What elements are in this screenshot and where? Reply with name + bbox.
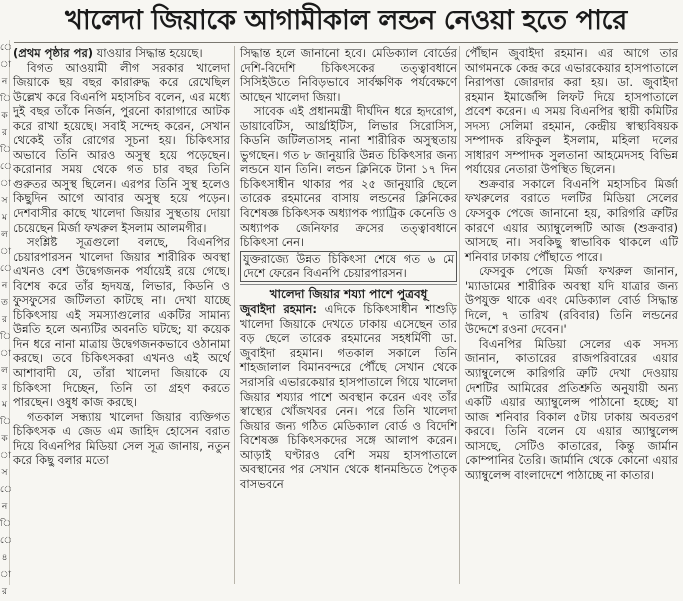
edge-strip-glyph: ৪ (1, 553, 8, 563)
article-paragraph: ফেসবুক পেজে মির্জা ফখরুল জানান, 'ম্যাডামের শারীরিক অবস্থা যদি যাত্রার জন্য উপযুক্ত থাকে এবং মেডিক্যাল বোর্ড সিদ্ধান্ত দিলে, ৭ তারিখ (রবিবার) তিনি লন্ডনের উদ্দেশে রওনা দেবেন।' (465, 264, 678, 337)
edge-strip-glyph: ে (0, 264, 13, 274)
edge-strip-glyph: ম (2, 400, 7, 410)
article-paragraph: বিগত আওয়ামী লীগ সরকার খালেদা জিয়াকে ছয় বছর কারারুদ্ধ করে রেখেছিল উল্লেখ করে বিএনপি মহাসচিব বলেন, এর মধ্যে দুই বছর তাঁকে নির্জন, পুরনো কারাগারে আটক করে রাখা হয়েছে। সবাই সন্দেহ করেন, সেখান থেকেই তাঁর রোগের সূচনা হয়। চিকিৎসার অভাবে তিনি আরও অসুস্থ হয়ে পড়েছেন। করোনার সময় থেকে গত চার বছর তিনি গুরুতর অসুস্থ ছিলেন। এরপর তিনি সুস্থ হলেও কিছুদিন আগে আবার অসুস্থ হয়ে পড়েন। দেশবাসীর কাছে খালেদা জিয়ার সুস্থতায় দোয়া চেয়েছেন মির্জা ফখরুল ইসলাম আলমগীর। (13, 60, 230, 235)
edge-strip-glyph: স (1, 196, 8, 206)
article-paragraph-text: এদিকে চিকিৎসাধীন শাশুড়ি খালেদা জিয়াকে দেখতে ঢাকায় এসেছেন তার বড় ছেলে তারেক রহমানের সহধর্মিণী ডা. জুবাইদা রহমান। গতকাল সকালে তিনি শাহজালাল বিমানবন্দরে পৌঁছে সেখান থেকে সরাসরি এভারকেয়ার হাসপাতালে গিয়ে খালেদা জিয়ার শয্যার পাশে অবস্থান করেন এবং তাঁর স্বাস্থ্যের খোঁজখবর নেন। পরে তিনি খালেদা জিয়ার জন্য গঠিত মেডিক্যাল বোর্ড ও বিদেশি বিশেষজ্ঞ চিকিৎসকদের সঙ্গে আলাপ করেন। আড়াই ঘণ্টারও বেশি সময় হাসপাতালে অবস্থানের পর সেখান থেকে ধানমন্ডিতে পৈতৃক বাসভবনে (240, 302, 458, 491)
edge-strip-glyph: ি (0, 519, 12, 529)
edge-strip-glyph: ম (2, 213, 7, 223)
edge-strip-glyph: ি (0, 332, 12, 342)
edge-strip-glyph: ি (0, 417, 12, 427)
article-column-1 (13, 46, 230, 586)
article-paragraph (240, 302, 457, 491)
left-edge-text-strip (0, 40, 13, 597)
edge-strip-glyph: া (0, 60, 12, 70)
edge-strip-glyph: ে (0, 485, 13, 495)
edge-strip-glyph: ল (1, 230, 8, 240)
subheading: খালেদা জিয়ার শয্যা পাশে পুত্রবধূ (240, 284, 457, 302)
edge-strip-glyph: ক (1, 434, 8, 444)
article-paragraph: শুক্রবার সকালে বিএনপি মহাসচিব মির্জা ফখরুলের বরাতে দলটির মিডিয়া সেলের ফেসবুক পেজে জানানো হয়, কারিগরি ত্রুটির কারণে এয়ার অ্যাম্বুলেন্সটি আজ (শুক্রবার) আসছে না। সবকিছু স্বাভাবিক থাকলে এটি শনিবার ঢাকায় পৌঁছাতে পারে। (465, 176, 678, 264)
continuation-marker: (প্রথম পৃষ্ঠার পর) (13, 46, 94, 60)
edge-strip-glyph: র (2, 315, 7, 325)
edge-strip-glyph: া (0, 179, 12, 189)
edge-strip-glyph: র (2, 383, 7, 393)
article-paragraph: বিএনপির মিডিয়া সেলের এক সদস্য জানান, কাতারের রাজপরিবারের এয়ার অ্যাম্বুলেন্সে কারিগরি ত্রুটি দেখা দেওয়ায় দেশটির আমিরের প্রতিশ্রুতি অনুযায়ী অন্য একটি এয়ার অ্যাম্বুলেন্স পাঠানো হচ্ছে; যা আজ শনিবার বিকাল ৫টায় ঢাকায় অবতরণ করবে। তিনি বলেন যে এয়ার অ্যাম্বুলেন্স আসছে, সেটিও কাতারের, কিন্তু জার্মান কোম্পানির তৈরি। জার্মানি থেকে কোনো এয়ার অ্যাম্বুলেন্স বাংলাদেশে পাঠাচ্ছে না কাতার। (465, 336, 678, 482)
article-column-3 (465, 46, 678, 586)
headline: খালেদা জিয়াকে আগামীকাল লন্ডন নেওয়া হতে পারে (14, 0, 678, 43)
edge-strip-glyph: ত (1, 298, 8, 308)
boxed-note: যুক্তরাজ্যে উন্নত চিকিৎসা শেষে গত ৬ মে দেশে ফেরেন বিএনপি চেয়ারপারসন। (240, 251, 457, 282)
edge-strip-glyph: ি (0, 145, 12, 155)
edge-strip-glyph: ে (0, 536, 13, 546)
edge-strip-glyph: ন (1, 281, 8, 291)
lead-text: যাওয়ার সিদ্ধান্ত হয়েছে। (93, 46, 203, 60)
edge-strip-glyph: র (2, 128, 7, 138)
edge-strip-glyph: ল (1, 366, 8, 376)
edge-strip-glyph: ক (1, 111, 8, 121)
edge-strip-glyph: া (0, 570, 12, 580)
edge-strip-glyph: র (2, 587, 7, 597)
edge-strip-glyph: ি (0, 94, 12, 104)
edge-strip-glyph: ন (1, 77, 8, 87)
subheading-byline: জুবাইদা রহমান: (240, 302, 318, 317)
article-paragraph: সংশ্লিষ্ট সূত্রগুলো বলছে, বিএনপির চেয়ারপারসন খালেদা জিয়ার শারীরিক অবস্থা এখনও বেশ উদ্বেগজনক পর্যায়েই রয়ে গেছে। বিশেষ করে তাঁর হৃদযন্ত্র, লিভার, কিডনি ও ফুসফুসের জটিলতা কাটছে না। দেখা যাচ্ছে চিকিৎসায় এই সমস্যাগুলোর একটির সামান্য উন্নতি হলে অন্যটির অবনতি ঘটছে; যা কয়েক দিন ধরে নানা মাত্রায় উদ্বেগজনকভাবে ওঠানামা করছে। তবে চিকিৎসকরা এখনও এই অর্থে আশাবাদী যে, তাঁরা খালেদা জিয়াকে যে চিকিৎসা দিচ্ছেন, তিনি তা গ্রহণ করতে পারছেন। ওষুধ কাজ করছে। (13, 235, 230, 410)
edge-strip-glyph: া (0, 349, 12, 359)
edge-strip-glyph: ে (0, 43, 13, 53)
edge-strip-glyph: ন (1, 502, 8, 512)
article-paragraph: সিদ্ধান্ত হলে জানানো হবে। মেডিক্যাল বোর্ডের দেশি-বিদেশি চিকিৎসকের তত্ত্বাবধানে সিসিইউতে নিবিড়ভাবে সার্বক্ষণিক পর্যবেক্ষণে আছেন খালেদা জিয়া। (240, 46, 457, 104)
lead-paragraph (13, 46, 230, 61)
article-paragraph: গতকাল সন্ধ্যায় খালেদা জিয়ার ব্যক্তিগত চিকিৎসক এ জেড এম জাহিদ হোসেন বরাত দিয়ে বিএনপির মিডিয়া সেল সূত্র জানায়, নতুন করে কিছু বলার মতো (13, 409, 230, 468)
edge-strip-glyph: স (1, 468, 8, 478)
column-divider (234, 46, 235, 584)
column-divider (459, 46, 460, 584)
article-column-2 (240, 46, 457, 586)
edge-strip-glyph: ে (0, 162, 13, 172)
edge-strip-glyph: া (0, 247, 12, 257)
edge-strip-glyph: া (0, 451, 12, 461)
article-paragraph: পৌঁছান জুবাইদা রহমান। এর আগে তার আগমনকে কেন্দ্র করে এভারকেয়ার হাসপাতালে নিরাপত্তা জোরদার করা হয়। ডা. জুবাইদা রহমান ইমার্জেন্সি লিফট দিয়ে হাসপাতালে প্রবেশ করেন। এ সময় বিএনপির স্থায়ী কমিটির সদস্য সেলিমা রহমান, কেন্দ্রীয় স্বাস্থ্যবিষয়ক সম্পাদক রফিকুল ইসলাম, মহিলা দলের সাধারণ সম্পাদক সুলতানা আহমেদসহ বিভিন্ন পর্যায়ের নেতারা উপস্থিত ছিলেন। (465, 46, 678, 177)
article-paragraph: সাবেক এই প্রধানমন্ত্রী দীর্ঘদিন ধরে হৃদরোগ, ডায়াবেটিস, আর্থ্রাইটিস, লিভার সিরোসিস, কিডনি জটিলতাসহ নানা শারীরিক অসুস্থতায় ভুগছেন। গত ৮ জানুয়ারি উন্নত চিকিৎসার জন্য লন্ডনে যান তিনি। লন্ডন ক্লিনিকে টানা ১৭ দিন চিকিৎসাধীন থাকার পর ২৫ জানুয়ারি ছেলে তারেক রহমানের বাসায় লন্ডনের ক্লিনিকের বিশেষজ্ঞ চিকিৎসক অধ্যাপক প্যাট্রিক কেনেডি ও অধ্যাপক জেনিফার ক্রসের তত্ত্বাবধানে চিকিৎসা নেন। (240, 104, 457, 250)
